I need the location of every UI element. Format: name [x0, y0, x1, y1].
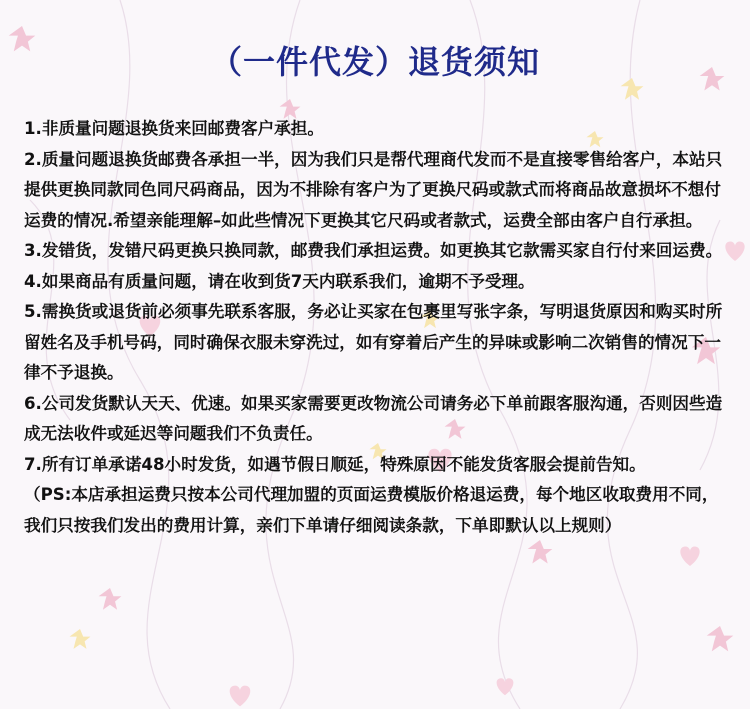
notice-body: [24, 114, 734, 541]
rule-7: 7.所有订单承诺48小时发货，如遇节假日顺延，特殊原因不能发货客服会提前告知。: [24, 454, 646, 474]
rule-2: 2.质量问题退换货邮费各承担一半，因为我们只是帮代理商代发而不是直接零售给客户，本站只提供更换同款同色同尺码商品，因为不排除有客户为了更换尺码或款式而将商品故意损坏不想付运费的情况.希望亲能理解–如此些情况下更换其它尺码或者款式，运费全部由客户自行承担。: [24, 149, 723, 230]
rule-1: 1.非质量问题退换货来回邮费客户承担。: [24, 119, 324, 138]
page-title: （一件代发）退货须知: [209, 43, 540, 81]
rule-4: 4.如果商品有质量问题，请在收到货7天内联系我们，逾期不予受理。: [24, 271, 535, 291]
rule-5: 5.需换货或退货前必须事先联系客服，务必让买家在包裹里写张字条，写明退货原因和购买时所留姓名及手机号码，同时确保衣服未穿洗过，如有穿着后产生的异味或影响二次销售的情况下一律不予退换。: [24, 302, 723, 382]
rule-6: 6.公司发货默认天天、优速。如果买家需要更改物流公司请务必下单前跟客服沟通，否则因些造成无法收件或延迟等问题我们不负责任。: [24, 393, 723, 443]
rule-3: 3.发错货，发错尺码更换只换同款，邮费我们承担运费。如更换其它款需买家自行付来回运费。: [24, 241, 723, 260]
ps-note: （PS:本店承担运费只按本公司代理加盟的页面运费模版价格退运费，每个地区收取费用不同，我们只按我们发出的费用计算，亲们下单请仔细阅读条款，下单即默认以上规则）: [24, 485, 719, 535]
